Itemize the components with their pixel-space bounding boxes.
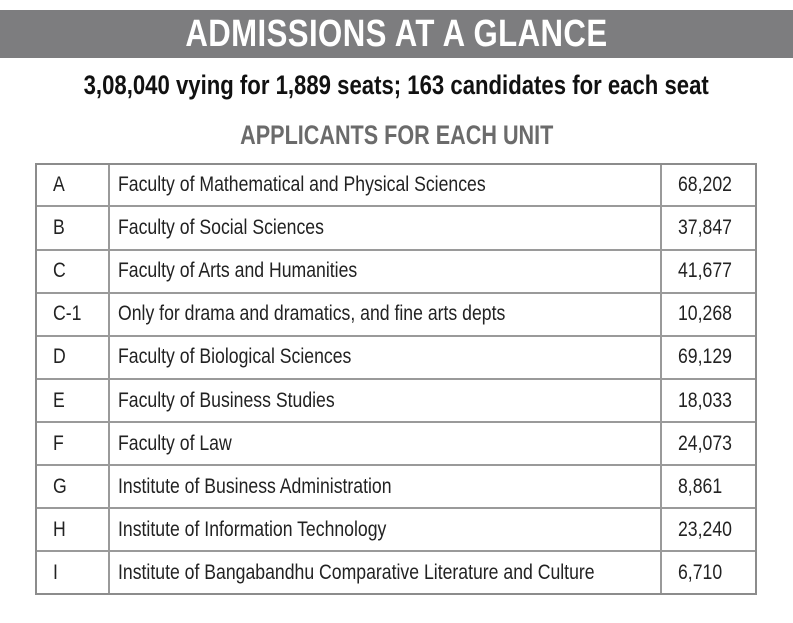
unit-code-cell-text: G	[53, 474, 67, 498]
unit-name-cell	[109, 508, 661, 551]
applicant-count-cell	[661, 293, 755, 336]
section-heading	[0, 120, 793, 151]
unit-name-cell	[109, 206, 661, 249]
applicant-count-cell-text: 10,268	[678, 302, 732, 326]
unit-code-cell	[37, 250, 109, 293]
applicant-count-cell	[661, 206, 755, 249]
applicant-count-cell	[661, 250, 755, 293]
unit-code-cell	[37, 336, 109, 379]
unit-name-cell	[109, 250, 661, 293]
applicant-count-cell-text: 6,710	[678, 560, 723, 584]
applicant-count-cell-text: 69,129	[678, 345, 732, 369]
unit-name-cell-text: Faculty of Arts and Humanities	[118, 259, 358, 283]
unit-name-cell-text: Faculty of Social Sciences	[118, 216, 324, 240]
applicant-count-cell-text: 23,240	[678, 517, 732, 541]
unit-code-cell-text: D	[53, 345, 66, 369]
applicant-count-cell	[661, 465, 755, 508]
unit-code-cell	[37, 206, 109, 249]
applicant-count-cell-text: 24,073	[678, 431, 732, 455]
unit-name-cell-text: Institute of Business Administration	[118, 474, 392, 498]
applicant-count-cell-text: 37,847	[678, 216, 732, 240]
unit-code-cell	[37, 422, 109, 465]
table-row	[37, 336, 755, 379]
unit-name-cell	[109, 551, 661, 593]
applicant-count-cell	[661, 422, 755, 465]
unit-code-cell	[37, 165, 109, 206]
applicant-count-cell-text: 41,677	[678, 259, 732, 283]
unit-code-cell-text: B	[53, 216, 65, 240]
summary-subtitle	[0, 70, 793, 101]
unit-code-cell-text: I	[53, 560, 58, 584]
unit-name-cell	[109, 465, 661, 508]
table-row	[37, 250, 755, 293]
applicant-count-cell	[661, 379, 755, 422]
applicant-count-cell-text: 68,202	[678, 173, 732, 197]
unit-name-cell-text: Institute of Bangabandhu Comparative Literature and Culture	[118, 560, 595, 584]
applicant-count-cell	[661, 336, 755, 379]
unit-name-cell	[109, 293, 661, 336]
unit-name-cell-text: Faculty of Law	[118, 431, 232, 455]
table-row	[37, 379, 755, 422]
unit-code-cell	[37, 551, 109, 593]
unit-name-cell-text: Faculty of Biological Sciences	[118, 345, 352, 369]
section-heading-text: APPLICANTS FOR EACH UNIT	[239, 120, 554, 150]
table-row	[37, 465, 755, 508]
summary-text: 3,08,040 vying for 1,889 seats; 163 candidates for each seat	[83, 70, 710, 100]
table-row	[37, 551, 755, 593]
applicant-count-cell-text: 8,861	[678, 474, 723, 498]
unit-name-cell	[109, 336, 661, 379]
table-row	[37, 508, 755, 551]
applicant-count-cell-text: 18,033	[678, 388, 732, 412]
unit-code-cell-text: A	[53, 173, 65, 197]
applicant-count-cell	[661, 165, 755, 206]
page-title: ADMISSIONS AT A GLANCE	[185, 12, 608, 55]
table-row	[37, 293, 755, 336]
applicant-count-cell	[661, 508, 755, 551]
unit-code-cell-text: C-1	[53, 302, 82, 326]
table-body	[37, 165, 755, 593]
unit-code-cell	[37, 508, 109, 551]
table-row	[37, 422, 755, 465]
unit-code-cell	[37, 465, 109, 508]
applicants-table	[35, 163, 757, 595]
unit-code-cell-text: E	[53, 388, 65, 412]
unit-name-cell	[109, 165, 661, 206]
title-banner	[0, 10, 793, 58]
unit-name-cell-text: Faculty of Mathematical and Physical Sciences	[118, 173, 486, 197]
applicant-count-cell	[661, 551, 755, 593]
unit-code-cell-text: F	[53, 431, 64, 455]
table-row	[37, 206, 755, 249]
unit-code-cell	[37, 293, 109, 336]
unit-name-cell-text: Faculty of Business Studies	[118, 388, 335, 412]
unit-name-cell-text: Institute of Information Technology	[118, 517, 387, 541]
unit-name-cell	[109, 379, 661, 422]
unit-code-cell	[37, 379, 109, 422]
unit-code-cell-text: H	[53, 517, 66, 541]
unit-code-cell-text: C	[53, 259, 66, 283]
unit-name-cell	[109, 422, 661, 465]
applicants-table-grid	[37, 165, 755, 593]
unit-name-cell-text: Only for drama and dramatics, and fine arts depts	[118, 302, 506, 326]
table-row	[37, 165, 755, 206]
